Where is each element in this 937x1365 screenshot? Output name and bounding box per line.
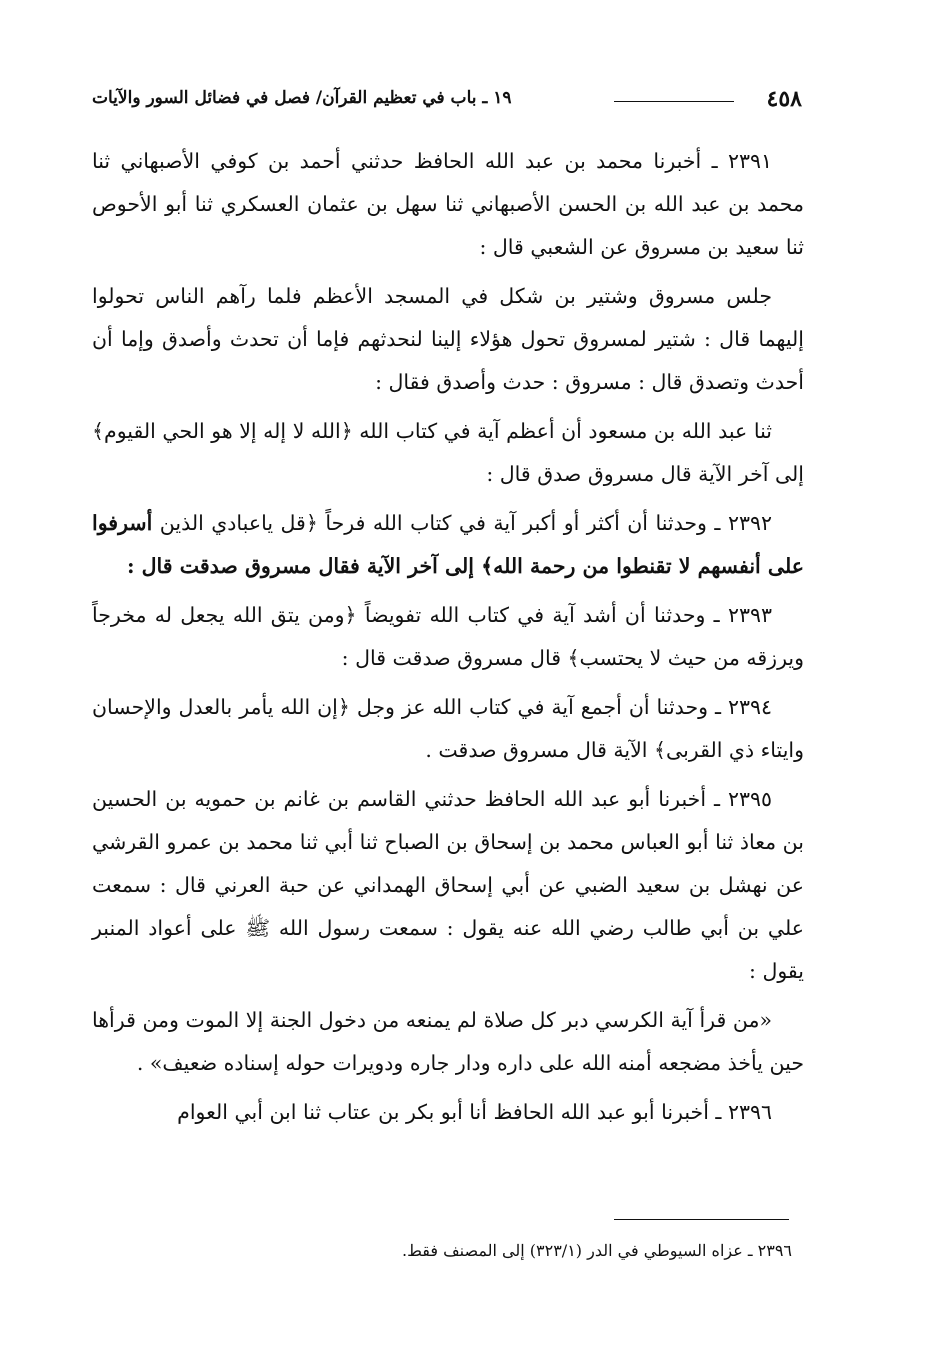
- main-text: [92, 140, 804, 1140]
- footnote-divider: [614, 1219, 789, 1220]
- hadith-2394: ٢٣٩٤ ـ وحدثنا أن أجمع آية في كتاب الله عز وجل ﴿إن الله يأمر بالعدل والإحسان وايتاء ذي القربى﴾ الآية قال مسروق صدقت .: [92, 695, 804, 762]
- hadith-2392: [92, 502, 804, 588]
- hadith-2392-plain: ٢٣٩٢ ـ وحدثنا أن أكثر أو أكبر آية في كتاب الله فرحاً ﴿قل ياعبادي الذين: [159, 511, 772, 535]
- hadith-2395: ٢٣٩٥ ـ أخبرنا أبو عبد الله الحافظ حدثني القاسم بن غانم بن حمويه بن الحسين بن معاذ ثنا أبو العباس محمد بن إسحاق بن الصباح ثنا أبي ثنا محمد بن عمرو القرشي عن نهشل بن سعيد الضبي عن أبي إسحاق الهمداني عن حبة العرني قال : سمعت علي بن أبي طالب رضي الله عنه يقول : سمعت رسول الله ﷺ على أعواد المنبر يقول :: [92, 787, 804, 983]
- page-header: [92, 82, 802, 118]
- running-title: ١٩ ـ باب في تعظيم القرآن/ فصل في فضائل السور والآيات: [92, 88, 512, 108]
- page-number: ٤٥٨: [766, 86, 802, 112]
- hadith-2393: ٢٣٩٣ ـ وحدثنا أن أشد آية في كتاب الله تفويضاً ﴿ومن يتق الله يجعل له مخرجاً ويرزقه من حيث لا يحتسب﴾ قال مسروق صدقت قال :: [92, 603, 804, 670]
- hadith-2392-bold: أسرفوا على أنفسهم لا تقنطوا من رحمة الله﴾ إلى آخر الآية فقال مسروق صدقت قال :: [92, 511, 804, 578]
- footnote: ٢٣٩٦ ـ عزاه السيوطي في الدر (٣٢٣/١) إلى المصنف فقط.: [402, 1241, 792, 1260]
- hadith-2396: ٢٣٩٦ ـ أخبرنا أبو عبد الله الحافظ أنا أبو بكر بن عتاب ثنا ابن أبي العوام: [177, 1100, 772, 1124]
- hadith-2395-matn: «من قرأ آية الكرسي دبر كل صلاة لم يمنعه من دخول الجنة إلا الموت ومن قرأها حين يأخذ مضجعه أمنه الله على داره ودار جاره ودويرات حوله إسناده ضعيف» .: [92, 1008, 804, 1075]
- header-rule: [614, 101, 734, 102]
- hadith-2391-narration: جلس مسروق وشتير بن شكل في المسجد الأعظم فلما رآهم الناس تحولوا إليهما قال : شتير لمسروق تحول هؤلاء إلينا لنحدثهم فإما أن تحدث وأصدق وإما أن أحدث وتصدق قال : مسروق : حدث وأصدق فقال :: [92, 284, 804, 394]
- hadith-2391: ٢٣٩١ ـ أخبرنا محمد بن عبد الله الحافظ حدثني أحمد بن كوفي الأصبهاني ثنا محمد بن عبد الله بن الحسن الأصبهاني ثنا سهل بن عثمان العسكري ثنا أبو الأحوص ثنا سعيد بن مسروق عن الشعبي قال :: [92, 149, 804, 259]
- hadith-2391-ayat-kursi: ثنا عبد الله بن مسعود أن أعظم آية في كتاب الله ﴿الله لا إله إلا هو الحي القيوم﴾ إلى آخر الآية قال مسروق صدق قال :: [92, 419, 804, 486]
